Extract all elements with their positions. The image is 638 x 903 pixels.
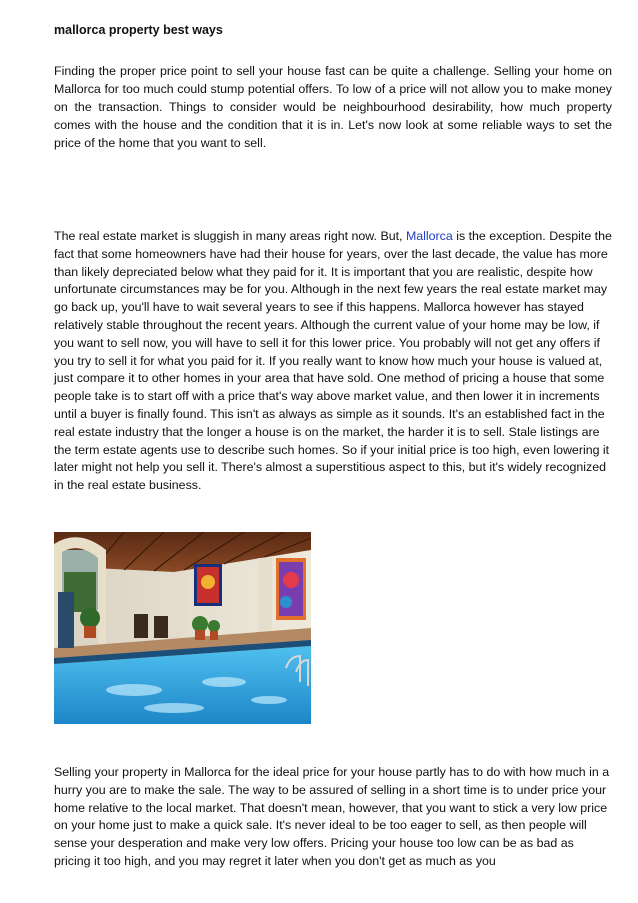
paragraph-market bbox=[54, 228, 612, 495]
paragraph-market-rest: is the exception. Despite the fact that some homeowners have had their house for years, over the last decade, the value has more than likely depreciated below what they paid for it. It is important that you are realistic, despite how unfortunate circumstances may be for you. Although in the next few years the real estate market may go back up, you'll have to wait several years to see if this happens. Mallorca however has stayed relatively stable throughout the recent years. Although the current value of your home may be low, if you want to sell now, you will have to sell it for this lower price. You probably will not get any offers if you try to sell it for what you paid for it. If you really want to know how much your house is valued at, just compare it to other homes in your area that have sold. One method of pricing a house that some people take is to start off with a price that's way above market value, and then lower it in increments until a buyer is finally found. This isn't as always as simple as it sounds. It's an established fact in the real estate industry that the longer a house is on the market, the harder it is to sell. Stale listings are the term estate agents use to describe such homes. So if your initial price is too high, even lowering it later might not help you sell it. There's almost a superstitious aspect to this, but it's widely recognized in the real estate business. bbox=[54, 229, 612, 493]
paragraph-intro: Finding the proper price point to sell your house fast can be quite a challenge. Selling your home on Mallorca for too much could stump potential offers. To low of a price will not allow you to make money on the transaction. Things to consider would be neighbourhood desirability, how much property comes with the house and the condition that it is in. Let's now look at some reliable ways to set the price of the home that you want to sell. bbox=[54, 64, 612, 151]
paragraph-market-start: The real estate market is sluggish in many areas right now. But, bbox=[54, 229, 406, 243]
indoor-pool-photo bbox=[54, 532, 311, 724]
paragraph-pricing: Selling your property in Mallorca for the ideal price for your house partly has to do with how much in a hurry you are to make the sale. The way to be assured of selling in a short time is to under price your home relative to the local market. That doesn't mean, however, that you want to stick a very low price on your home just to make a quick sale. It's never ideal to be too eager to sell, as then people will sense your desperation and make very low offers. Pricing your house too low can be as bad as pricing it too high, and you may regret it later when you don't get as much as you bbox=[54, 765, 610, 868]
mallorca-link[interactable]: Mallorca bbox=[405, 229, 453, 243]
document-title: mallorca property best ways bbox=[54, 23, 223, 37]
